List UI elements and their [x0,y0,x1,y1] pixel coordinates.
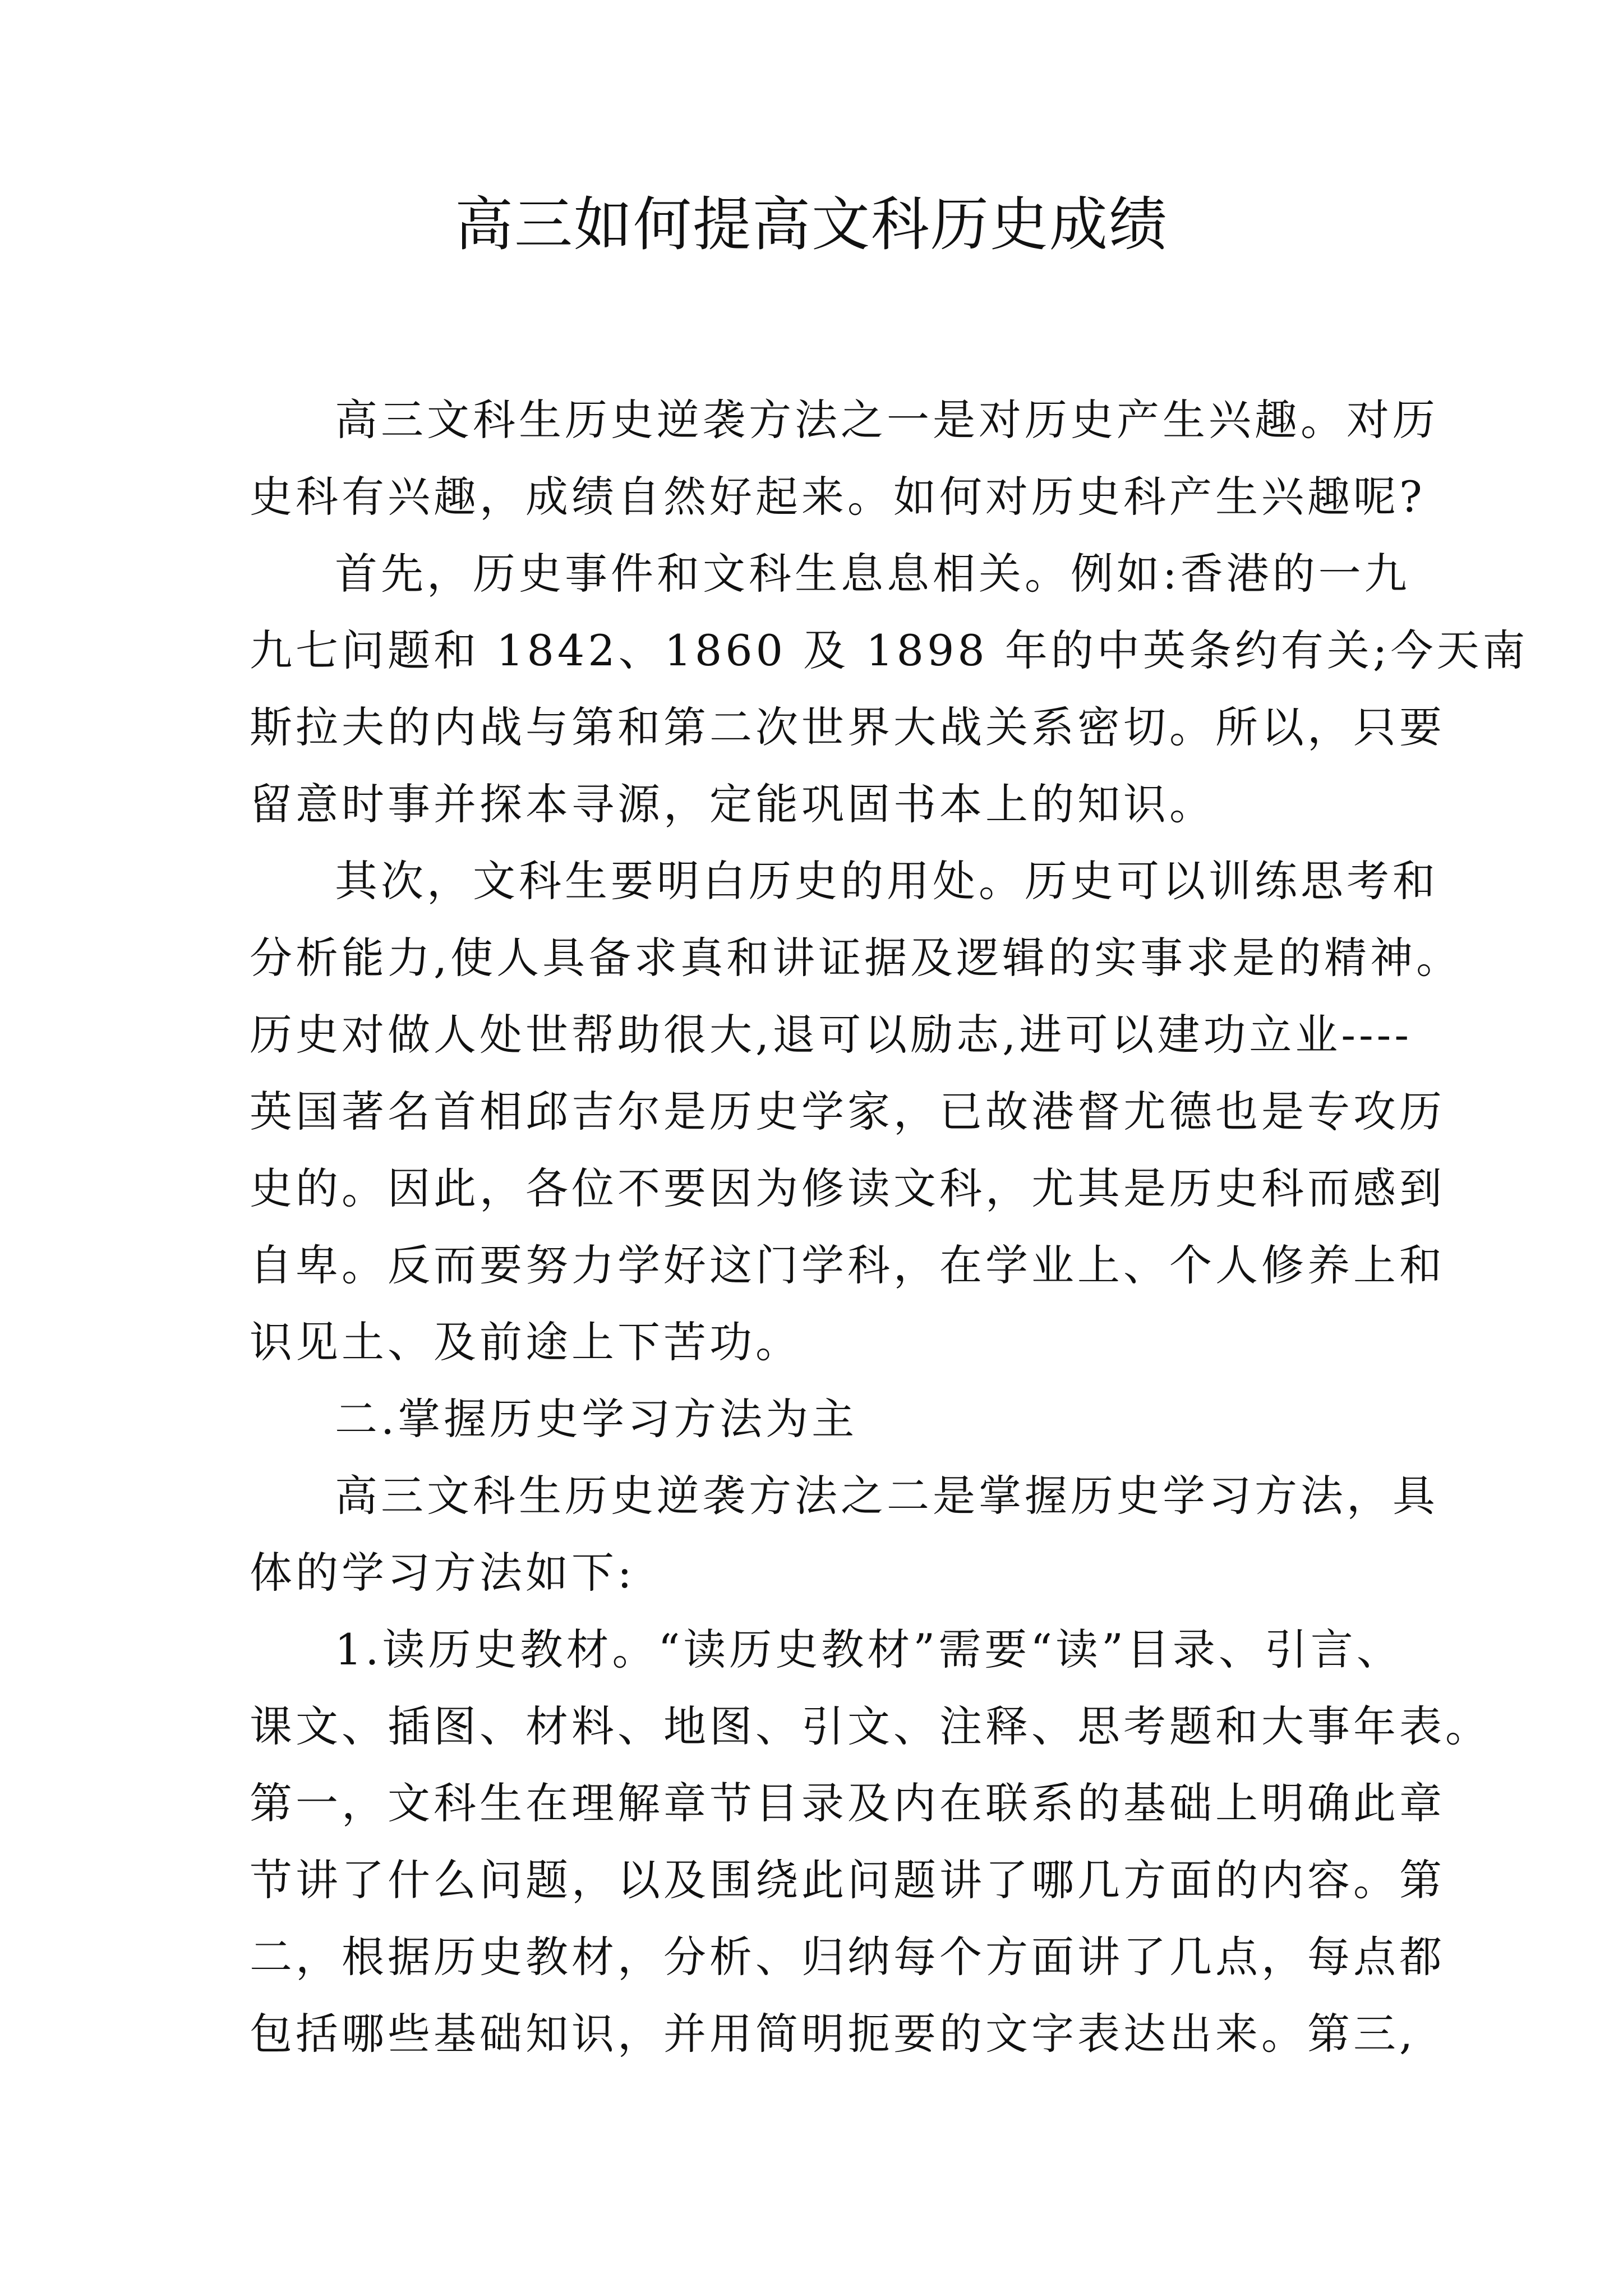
body-line: 高三文科生历史逆袭方法之二是掌握历史学习方法，具 [335,1471,1438,1521]
body-line: 九七问题和 1842、1860 及 1898 年的中英条约有关;今天南 [250,625,1529,675]
body-line: 自卑。反而要努力学好这门学科，在学业上、个人修养上和 [250,1240,1445,1290]
body-line: 第一，文科生在理解章节目录及内在联系的基础上明确此章 [250,1778,1445,1828]
body-line: 节讲了什么问题，以及围绕此问题讲了哪几方面的内容。第 [250,1855,1445,1905]
body-line: 史的。因此，各位不要因为修读文科，尤其是历史科而感到 [250,1163,1445,1213]
body-line: 二，根据历史教材，分析、归纳每个方面讲了几点，每点都 [250,1932,1445,1982]
body-line: 高三文科生历史逆袭方法之一是对历史产生兴趣。对历 [335,395,1438,445]
body-line: 体的学习方法如下: [250,1548,635,1598]
body-line: 1.读历史教材。“读历史教材”需要“读”目录、引言、 [335,1625,1403,1674]
body-line: 包括哪些基础知识，并用简明扼要的文字表达出来。第三, [250,2009,1417,2059]
section-heading: 二.掌握历史学习方法为主 [335,1394,858,1444]
body-line: 其次，文科生要明白历史的用处。历史可以训练思考和 [335,856,1438,906]
body-line: 首先，历史事件和文科生息息相关。例如:香港的一九 [335,549,1410,599]
body-line: 史科有兴趣，成绩自然好起来。如何对历史科产生兴趣呢? [250,472,1426,522]
body-line: 历史对做人处世帮助很大,退可以励志,进可以建功立业---- [250,1010,1413,1060]
body-line: 分析能力,使人具备求真和讲证据及逻辑的实事求是的精神。 [250,933,1463,983]
document-body [250,381,1529,2072]
body-line: 英国著名首相邱吉尔是历史学家，已故港督尤德也是专攻历 [250,1087,1445,1137]
body-line: 斯拉夫的内战与第和第二次世界大战关系密切。所以，只要 [250,702,1445,752]
body-line: 留意时事并探本寻源，定能巩固书本上的知识。 [250,779,1215,829]
document-title: 高三如何提高文科历史成绩 [454,190,1168,259]
body-line: 课文、插图、材料、地图、引文、注释、思考题和大事年表。 [250,1701,1491,1751]
body-line: 识见土、及前途上下苦功。 [250,1317,801,1367]
